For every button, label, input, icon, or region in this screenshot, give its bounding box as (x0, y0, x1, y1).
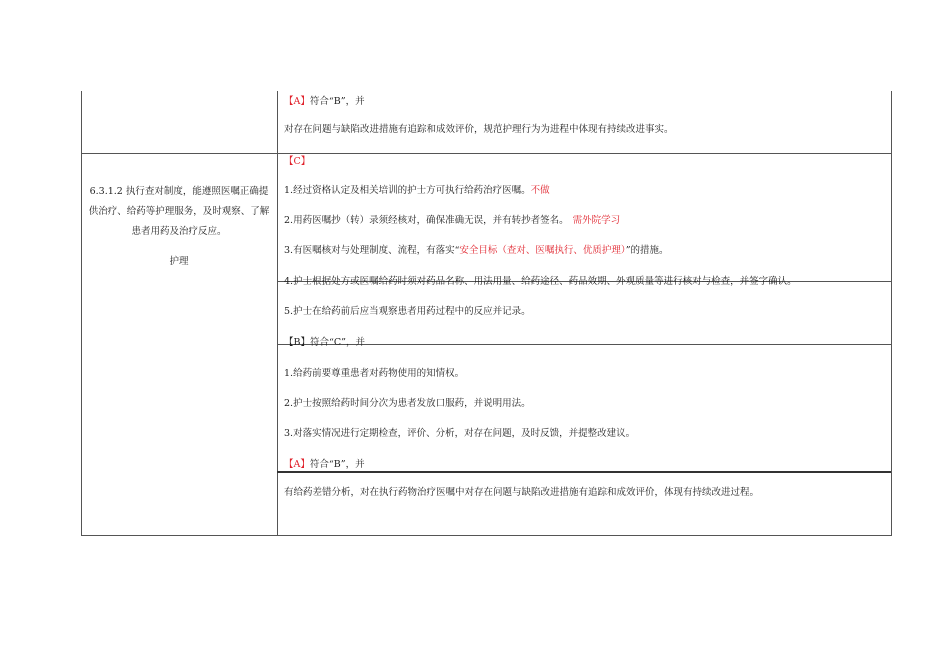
grade-c-item-2 (284, 215, 620, 227)
grade-c-item-3-highlight: 安全目标（查对、医嘱执行、优质护理） (459, 245, 626, 256)
row-divider-1 (81, 153, 892, 154)
grade-a-tag-bottom: A (293, 459, 301, 470)
grade-c-item-2-text: 2.用药医嘱抄（转）录须经核对，确保准确无误，并有转抄者签名。 (284, 215, 569, 226)
grade-b-tag: B (293, 337, 301, 348)
grade-b-heading: 【B】符合“C”，并 (284, 337, 365, 348)
grade-c-heading: 【C】 (284, 156, 311, 167)
grade-c-item-1 (284, 185, 550, 197)
grade-a-heading-top: 【A】符合“B”，并 (284, 96, 365, 107)
clause-text: 6.3.1.2 执行查对制度，能遵照医嘱正确提供治疗、给药等护理服务，及时观察、了解患者用药及治疗反应。 (88, 186, 270, 237)
grade-a-text-bottom: 符合“B”，并 (309, 459, 365, 470)
inner-divider-b (277, 344, 891, 345)
grade-a-tag: A (293, 96, 301, 107)
grade-c-item-1-text: 1.经过资格认定及相关培训的护士方可执行给药治疗医嘱。 (284, 185, 531, 196)
grade-a-desc: 有给药差错分析，对在执行药物治疗医嘱中对存在问题与缺陷改进措施有追踪和成效评价，体现有持续改进过程。 (284, 487, 760, 498)
table-bottom-border (81, 535, 892, 536)
grade-c-item-3-before: 3.有医嘱核对与处理制度、流程，有落实“ (284, 245, 460, 256)
grade-b-item-3: 3.对落实情况进行定期检查，评价、分析，对存在问题，及时反馈，并提整改建议。 (284, 428, 636, 439)
grade-a-desc-top: 对存在问题与缺陷改进措施有追踪和成效评价，规范护理行为为进程中体现有持续改进事实。 (284, 124, 674, 135)
table-right-border (891, 91, 892, 536)
grade-c-item-3-after: ”的措施。 (625, 245, 669, 256)
grade-c-item-1-note: 不做 (530, 185, 550, 196)
grade-c-item-4: 4.护士根据处方或医嘱给药时须对药品名称、用法用量、给药途径、药品效期、外观质量等进行核对与检查，并签字确认。 (284, 276, 797, 287)
grade-c-tag: C (293, 156, 301, 167)
clause-dept: 护理 (169, 256, 189, 267)
grade-b-item-2: 2.护士按照给药时间分次为患者发放口服药，并说明用法。 (284, 398, 531, 409)
grade-b-item-1: 1.给药前要尊重患者对药物使用的知情权。 (284, 368, 465, 379)
table-divider-vertical (277, 91, 278, 536)
grade-c-item-2-note: 需外院学习 (572, 215, 621, 226)
grade-a-heading: 【A】符合“B”，并 (284, 459, 365, 470)
inner-divider-a (277, 471, 891, 473)
table-left-border (81, 91, 82, 536)
grade-c-item-5: 5.护士在给药前后应当观察患者用药过程中的反应并记录。 (284, 306, 531, 317)
grade-b-text: 符合“C”，并 (310, 337, 365, 348)
grade-c-item-3 (284, 245, 669, 257)
grade-a-text: 符合“B”，并 (309, 96, 365, 107)
